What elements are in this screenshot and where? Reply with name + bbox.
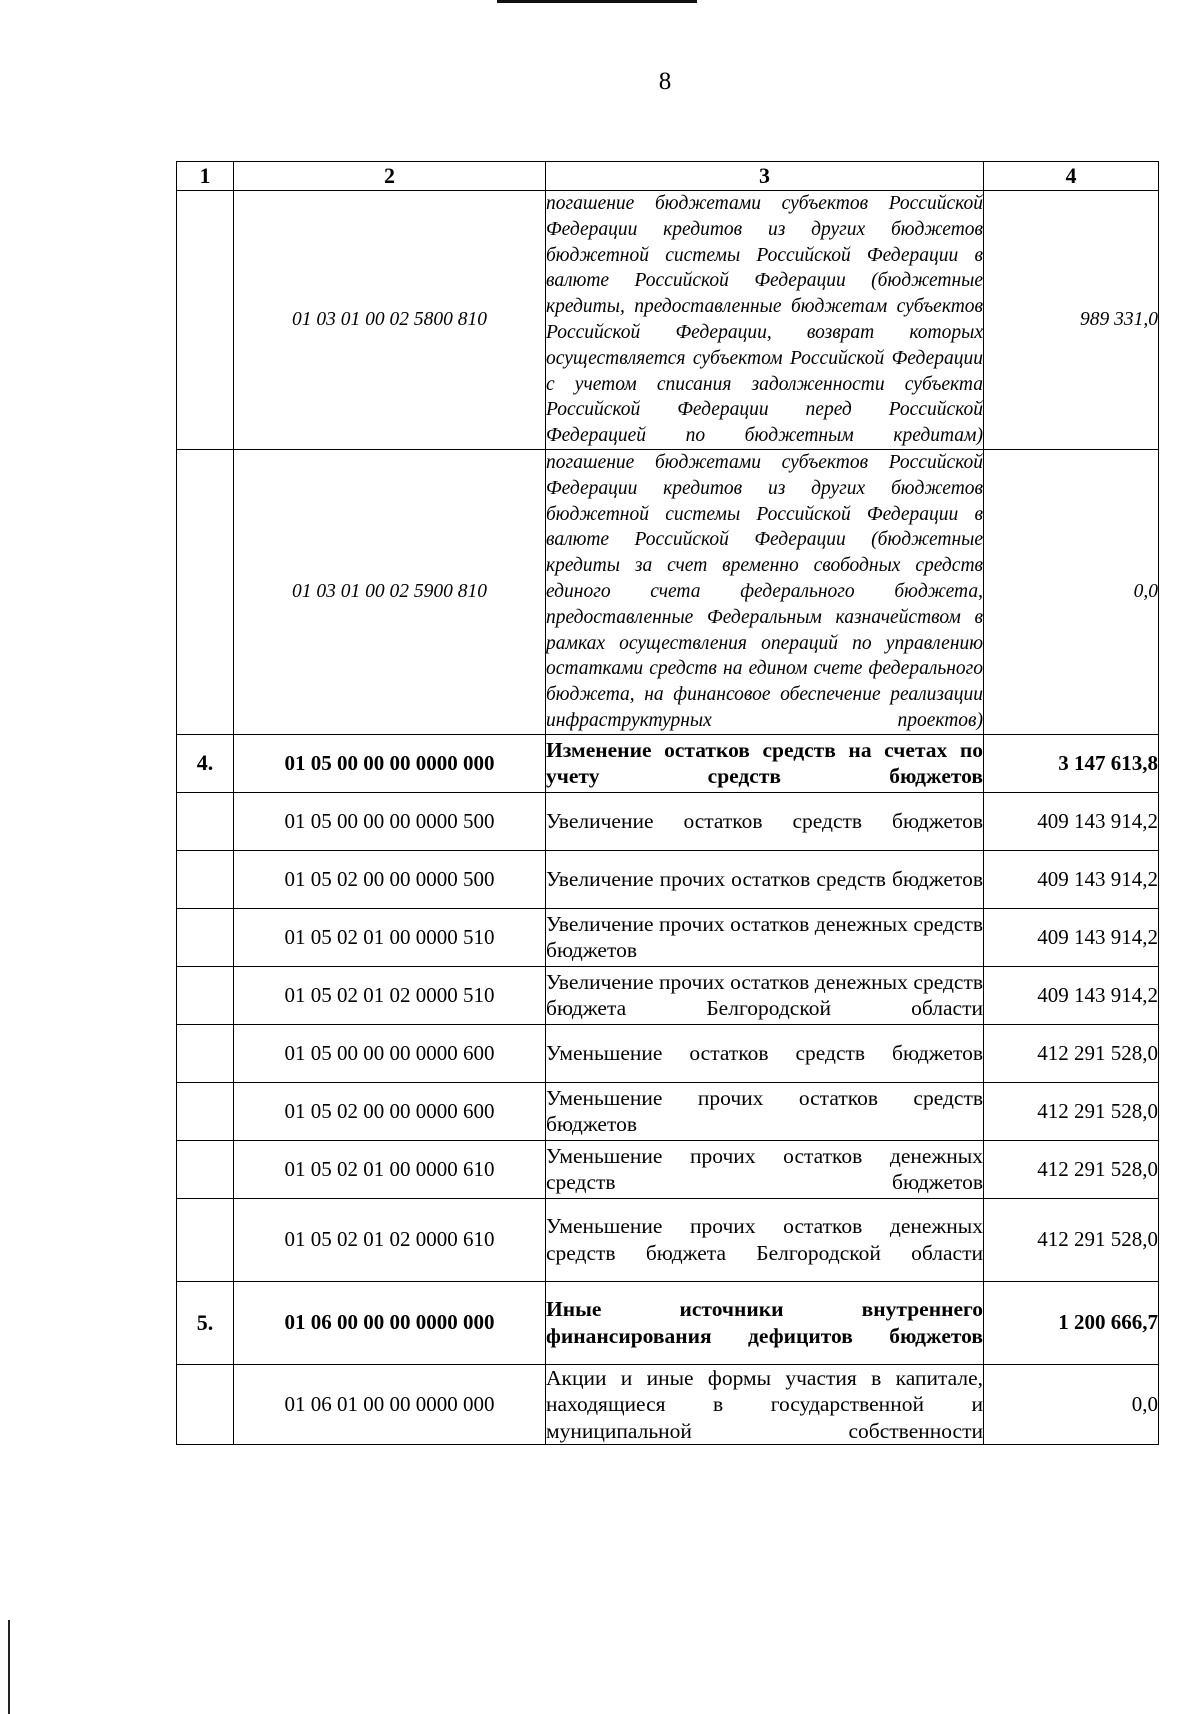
- table-row: [177, 1364, 1159, 1445]
- row-number: [177, 792, 234, 850]
- row-description: погашение бюджетами субъектов Российской Федерации кредитов из других бюджетов бюджетной системы Российской Федерации в валюте Российской Федерации (бюджетные кредиты, предоставленные бюджетам субъектов Российской Федерации, возврат которых осуществляется субъектом Российской Федерации с учетом списания задолженности субъекта Российской Федерации перед Российской Федерацией по бюджетным кредитам): [546, 191, 984, 450]
- row-amount: 409 143 914,2: [984, 792, 1159, 850]
- row-number: [177, 1024, 234, 1082]
- table-row: [177, 1082, 1159, 1140]
- row-description: Изменение остатков средств на счетах по учету средств бюджетов: [546, 734, 984, 792]
- table-row: [177, 734, 1159, 792]
- row-code: 01 05 02 01 02 0000 610: [234, 1198, 546, 1281]
- row-description: Уменьшение прочих остатков средств бюджетов: [546, 1082, 984, 1140]
- row-amount: 3 147 613,8: [984, 734, 1159, 792]
- table-row: [177, 449, 1159, 734]
- row-code: 01 06 00 00 00 0000 000: [234, 1281, 546, 1364]
- row-number: [177, 1198, 234, 1281]
- row-description: Акции и иные формы участия в капитале, находящиеся в государственной и муниципальной собственности: [546, 1365, 983, 1443]
- table-row: [177, 792, 1159, 850]
- table-row: [177, 191, 1159, 450]
- row-number: 5.: [177, 1281, 234, 1364]
- row-code: 01 03 01 00 02 5800 810: [234, 191, 546, 450]
- row-amount: 412 291 528,0: [984, 1082, 1159, 1140]
- table-row: [177, 1140, 1159, 1198]
- table-row: [177, 1024, 1159, 1082]
- row-amount: 0,0: [984, 1364, 1159, 1445]
- row-description: Увеличение прочих остатков денежных средств бюджета Белгородской области: [546, 966, 984, 1024]
- row-amount: 412 291 528,0: [984, 1198, 1159, 1281]
- header-cell-2: 2: [234, 162, 546, 191]
- header-cell-4: 4: [984, 162, 1159, 191]
- header-row: [177, 162, 1159, 191]
- row-code: 01 05 02 00 00 0000 500: [234, 850, 546, 908]
- row-amount: 409 143 914,2: [984, 850, 1159, 908]
- row-code: 01 05 02 01 00 0000 610: [234, 1140, 546, 1198]
- header-cell-3: 3: [546, 162, 984, 191]
- row-number: [177, 1082, 234, 1140]
- row-description: Увеличение остатков средств бюджетов: [546, 792, 984, 850]
- row-code: 01 05 02 01 00 0000 510: [234, 908, 546, 966]
- table-row: [177, 850, 1159, 908]
- row-code: 01 05 02 00 00 0000 600: [234, 1082, 546, 1140]
- row-amount: 989 331,0: [984, 191, 1159, 450]
- row-number: [177, 191, 234, 450]
- top-rule: [497, 0, 697, 3]
- row-description: Иные источники внутреннего финансирования дефицитов бюджетов: [546, 1281, 984, 1364]
- row-number: [177, 908, 234, 966]
- row-amount: 412 291 528,0: [984, 1024, 1159, 1082]
- table-row: [177, 1198, 1159, 1281]
- row-code: 01 05 00 00 00 0000 500: [234, 792, 546, 850]
- scan-margin-line: [8, 1620, 10, 1714]
- table-row: [177, 966, 1159, 1024]
- row-description: Увеличение прочих остатков средств бюджетов: [546, 850, 984, 908]
- row-description: Уменьшение прочих остатков денежных средств бюджета Белгородской области: [546, 1198, 984, 1281]
- row-description: Увеличение прочих остатков денежных средств бюджетов: [546, 908, 984, 966]
- row-number: [177, 449, 234, 734]
- table-row: [177, 908, 1159, 966]
- row-amount: 409 143 914,2: [984, 908, 1159, 966]
- row-code: 01 05 02 01 02 0000 510: [234, 966, 546, 1024]
- row-amount: 1 200 666,7: [984, 1281, 1159, 1364]
- row-description: Уменьшение остатков средств бюджетов: [546, 1024, 984, 1082]
- row-description: погашение бюджетами субъектов Российской Федерации кредитов из других бюджетов бюджетной системы Российской Федерации в валюте Российской Федерации (бюджетные кредиты за счет временно свободных средств единого счета федерального бюджета, предоставленные Федеральным казначейством в рамках осуществления операций по управлению остатками средств на едином счете федерального бюджета, на финансовое обеспечение реализации инфраструктурных проектов): [546, 449, 984, 734]
- header-cell-1: 1: [177, 162, 234, 191]
- row-code: 01 06 01 00 00 0000 000: [234, 1364, 546, 1445]
- page-number: 8: [658, 68, 672, 95]
- table-row: [177, 1281, 1159, 1364]
- row-number: [177, 1364, 234, 1445]
- row-amount: 412 291 528,0: [984, 1140, 1159, 1198]
- row-number: [177, 966, 234, 1024]
- row-amount: 409 143 914,2: [984, 966, 1159, 1024]
- row-code: 01 05 00 00 00 0000 000: [234, 734, 546, 792]
- row-number: [177, 1140, 234, 1198]
- row-amount: 0,0: [984, 449, 1159, 734]
- row-description: Уменьшение прочих остатков денежных средств бюджетов: [546, 1140, 984, 1198]
- row-code: 01 03 01 00 02 5900 810: [234, 449, 546, 734]
- row-code: 01 05 00 00 00 0000 600: [234, 1024, 546, 1082]
- budget-sources-table: [176, 161, 1159, 1445]
- row-number: [177, 850, 234, 908]
- row-number: 4.: [177, 734, 234, 792]
